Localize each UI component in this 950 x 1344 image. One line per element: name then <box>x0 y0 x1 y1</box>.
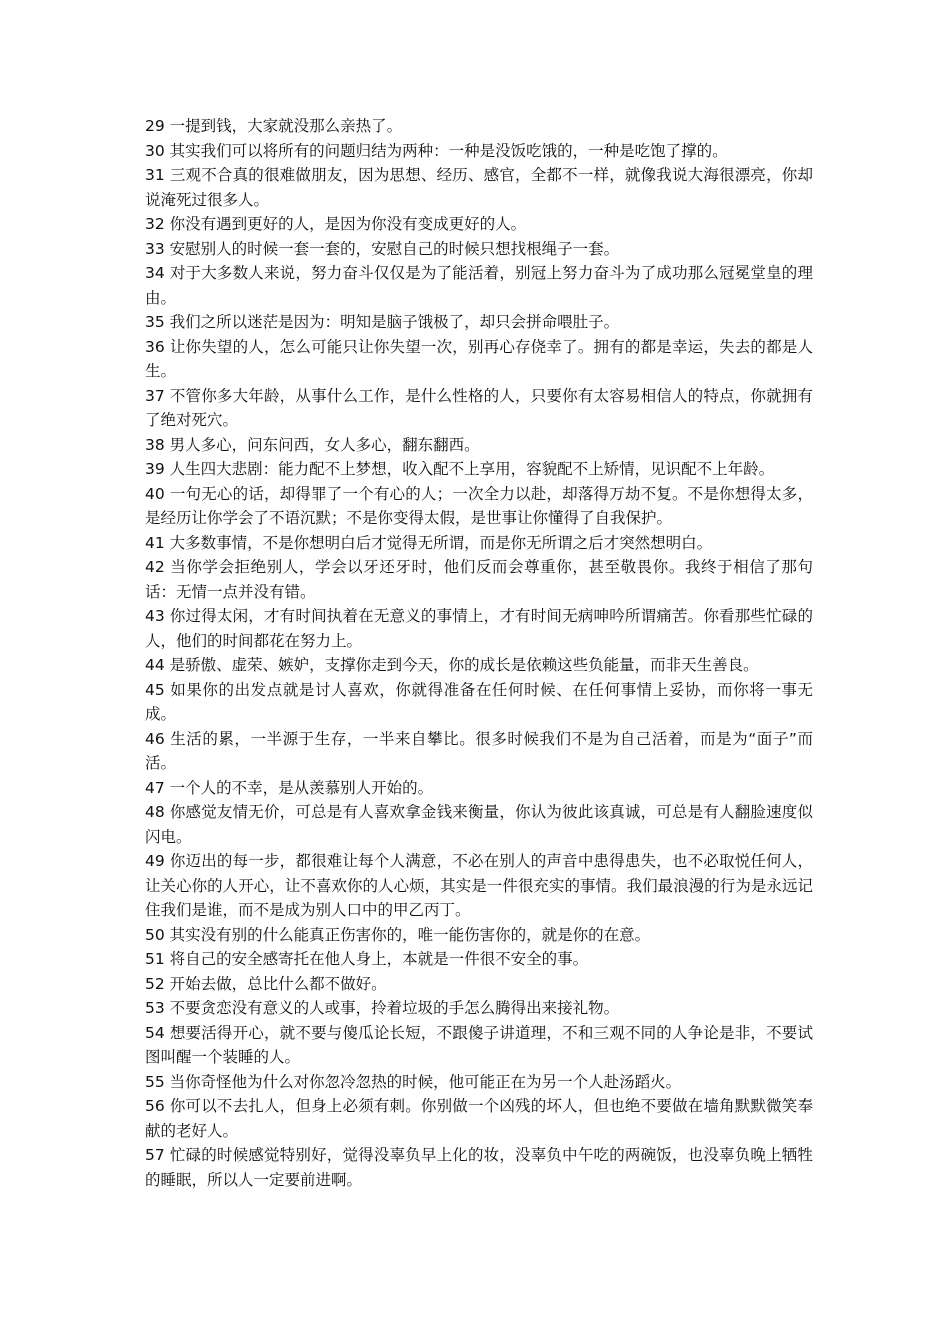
quote-item: 39 人生四大悲剧：能力配不上梦想，收入配不上享用，容貌配不上矫情，见识配不上年龄。 <box>145 460 775 478</box>
quote-item: 46 生活的累，一半源于生存，一半来自攀比。很多时候我们不是为自己活着，而是为“面子”而活。 <box>145 729 813 772</box>
quote-item: 57 忙碌的时候感觉特别好，觉得没辜负早上化的妆，没辜负中午吃的两碗饭，也没辜负晚上牺牲的睡眠，所以人一定要前进啊。 <box>145 1146 813 1189</box>
quote-item: 55 当你奇怪他为什么对你忽冷忽热的时候，他可能正在为另一个人赴汤蹈火。 <box>145 1072 682 1091</box>
quote-item: 36 让你失望的人，怎么可能只让你失望一次，别再心存侥幸了。拥有的都是幸运，失去的都是人生。 <box>145 337 813 380</box>
document-body <box>145 114 813 1192</box>
quote-item: 52 开始去做，总比什么都不做好。 <box>145 974 387 993</box>
quote-item: 29 一提到钱，大家就没那么亲热了。 <box>145 117 403 135</box>
quote-item: 50 其实没有别的什么能真正伤害你的，唯一能伤害你的，就是你的在意。 <box>145 925 651 944</box>
quote-item: 34 对于大多数人来说，努力奋斗仅仅是为了能活着，别冠上努力奋斗为了成功那么冠冕堂皇的理由。 <box>145 264 813 307</box>
quote-item: 42 当你学会拒绝别人，学会以牙还牙时，他们反而会尊重你，甚至敬畏你。我终于相信了那句话：无情一点并没有错。 <box>145 558 813 601</box>
quote-item: 35 我们之所以迷茫是因为：明知是脑子饿极了，却只会拼命喂肚子。 <box>145 313 620 331</box>
quote-item: 30 其实我们可以将所有的问题归结为两种：一种是没饭吃饿的，一种是吃饱了撑的。 <box>145 141 728 160</box>
quote-item: 43 你过得太闲，才有时间执着在无意义的事情上，才有时间无病呻吟所谓痛苦。你看那些忙碌的人，他们的时间都花在努力上。 <box>145 607 813 650</box>
quote-item: 33 安慰别人的时候一套一套的，安慰自己的时候只想找根绳子一套。 <box>145 239 620 258</box>
quote-item: 31 三观不合真的很难做朋友，因为思想、经历、感官，全都不一样，就像我说大海很漂亮，你却说淹死过很多人。 <box>145 166 813 209</box>
quote-item: 37 不管你多大年龄，从事什么工作，是什么性格的人，只要你有太容易相信人的特点，你就拥有了绝对死穴。 <box>145 386 813 429</box>
quote-item: 44 是骄傲、虚荣、嫉妒，支撑你走到今天，你的成长是依赖这些负能量，而非天生善良。 <box>145 656 759 674</box>
quote-item: 53 不要贪恋没有意义的人或事，拎着垃圾的手怎么腾得出来接礼物。 <box>145 999 620 1017</box>
quote-item: 40 一句无心的话，却得罪了一个有心的人；一次全力以赴，却落得万劫不复。不是你想得太多，是经历让你学会了不语沉默；不是你变得太假，是世事让你懂得了自我保护。 <box>145 484 813 527</box>
quote-item: 48 你感觉友情无价，可总是有人喜欢拿金钱来衡量，你认为彼此该真诚，可总是有人翻脸速度似闪电。 <box>145 803 813 846</box>
quote-item: 49 你迈出的每一步，都很难让每个人满意，不必在别人的声音中患得患失，也不必取悦任何人，让关心你的人开心，让不喜欢你的人心烦，其实是一件很充实的事情。我们最浪漫的行为是永远记住我们是谁，而不是成为别人口中的甲乙丙丁。 <box>145 852 813 919</box>
quote-item: 41 大多数事情，不是你想明白后才觉得无所谓，而是你无所谓之后才突然想明白。 <box>145 533 713 552</box>
quote-item: 32 你没有遇到更好的人，是因为你没有变成更好的人。 <box>145 215 527 233</box>
quote-item: 38 男人多心，问东问西，女人多心，翻东翻西。 <box>145 435 480 454</box>
quote-item: 47 一个人的不幸，是从羡慕别人开始的。 <box>145 778 434 797</box>
quote-item: 51 将自己的安全感寄托在他人身上，本就是一件很不安全的事。 <box>145 950 589 968</box>
quote-item: 56 你可以不去扎人，但身上必须有刺。你别做一个凶残的坏人，但也绝不要做在墙角默默微笑奉献的老好人。 <box>145 1097 813 1140</box>
quote-item: 45 如果你的出发点就是讨人喜欢，你就得准备在任何时候、在任何事情上妥协，而你将一事无成。 <box>145 680 813 723</box>
quote-item: 54 想要活得开心，就不要与傻瓜论长短，不跟傻子讲道理，不和三观不同的人争论是非，不要试图叫醒一个装睡的人。 <box>145 1023 813 1066</box>
